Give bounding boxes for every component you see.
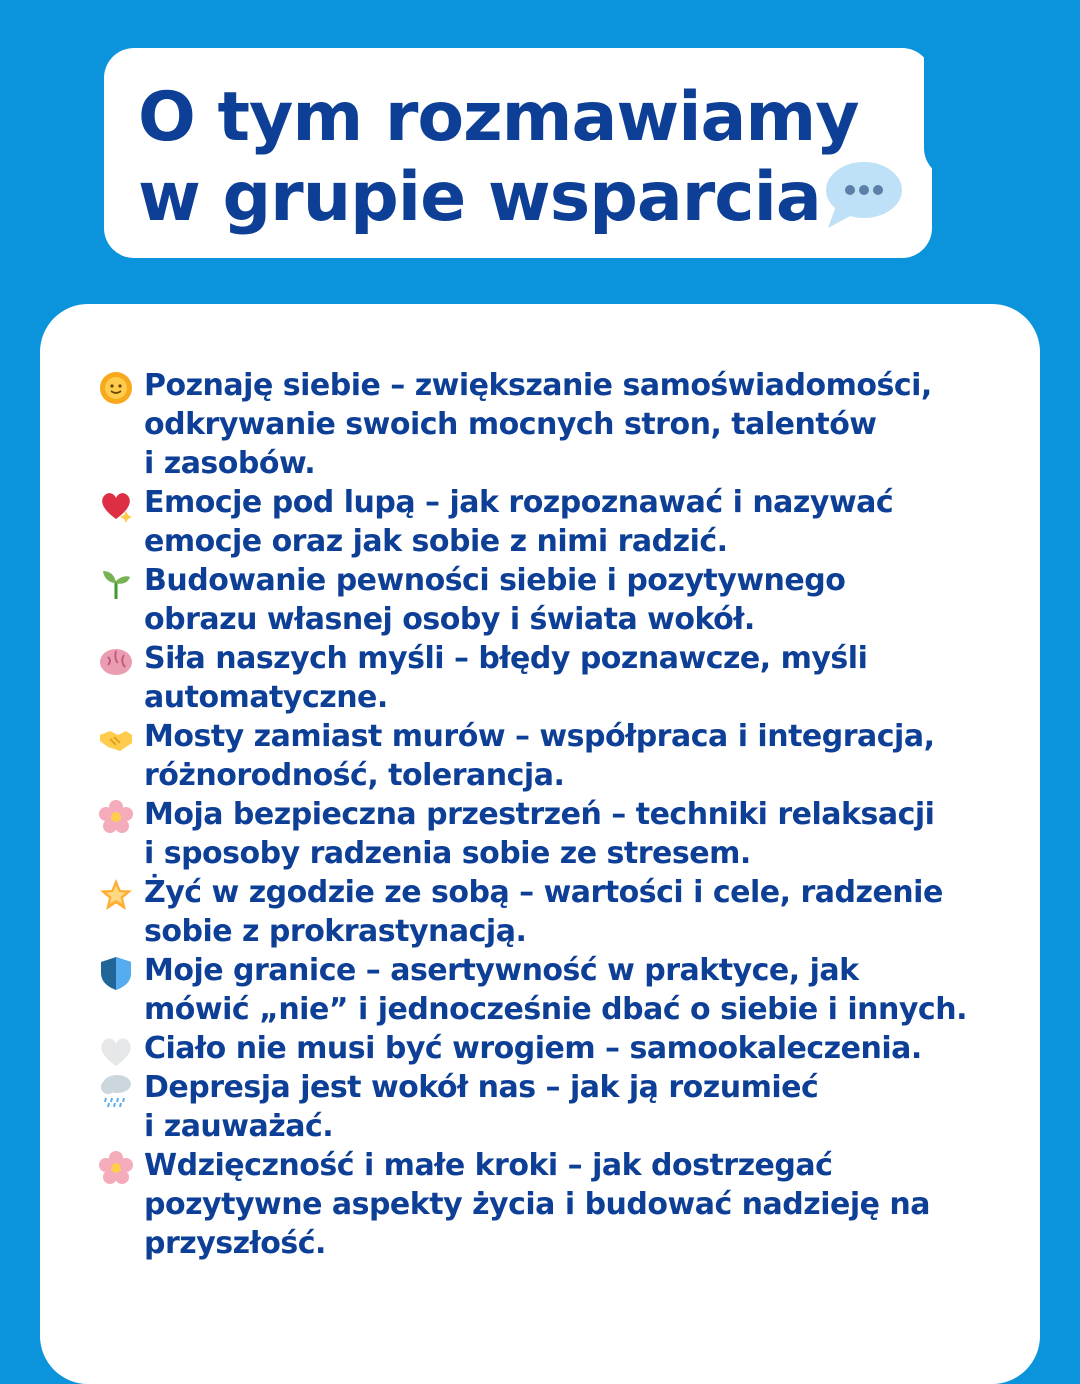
list-item bbox=[98, 717, 998, 795]
list-item bbox=[98, 366, 998, 483]
list-item bbox=[98, 951, 998, 1029]
topics-panel bbox=[40, 304, 1040, 1384]
cherry-blossom-icon bbox=[98, 799, 134, 835]
speech-bubble-icon bbox=[820, 160, 904, 232]
topic-text: Żyć w zgodzie ze sobą – wartości i cele, radzenie sobie z prokrastynacją. bbox=[144, 875, 943, 949]
list-item bbox=[98, 1029, 998, 1068]
title-card-notch bbox=[924, 48, 1036, 178]
cherry-blossom-icon bbox=[98, 1150, 134, 1186]
topic-text: Poznaję siebie – zwiększanie samoświadomości, odkrywanie swoich mocnych stron, talentów i zasobów. bbox=[144, 368, 932, 481]
page-title-line-1: O tym rozmawiamy bbox=[138, 78, 859, 157]
topics-list bbox=[98, 366, 998, 1263]
shield-icon bbox=[98, 955, 134, 991]
page-title-line-2: w grupie wsparcia bbox=[138, 158, 821, 237]
rain-cloud-icon bbox=[98, 1072, 134, 1108]
list-item bbox=[98, 483, 998, 561]
seedling-icon bbox=[98, 565, 134, 601]
white-heart-icon bbox=[98, 1033, 134, 1069]
sun-face-icon bbox=[98, 370, 134, 406]
topic-text: Ciało nie musi być wrogiem – samookaleczenia. bbox=[144, 1031, 922, 1066]
glowing-star-icon bbox=[98, 877, 134, 913]
list-item bbox=[98, 639, 998, 717]
brain-icon bbox=[98, 643, 134, 679]
topic-text: Moje granice – asertywność w praktyce, jak mówić „nie” i jednocześnie dbać o siebie i innych. bbox=[144, 953, 967, 1027]
topic-text: Mosty zamiast murów – współpraca i integracja, różnorodność, tolerancja. bbox=[144, 719, 935, 793]
sparkling-heart-icon bbox=[98, 487, 134, 523]
topic-text: Moja bezpieczna przestrzeń – techniki relaksacji i sposoby radzenia sobie ze stresem. bbox=[144, 797, 935, 871]
list-item bbox=[98, 1068, 998, 1146]
topic-text: Emocje pod lupą – jak rozpoznawać i nazywać emocje oraz jak sobie z nimi radzić. bbox=[144, 485, 894, 559]
handshake-icon bbox=[98, 721, 134, 757]
topic-text: Depresja jest wokół nas – jak ją rozumieć i zauważać. bbox=[144, 1070, 819, 1144]
title-card bbox=[104, 48, 932, 258]
topic-text: Budowanie pewności siebie i pozytywnego obrazu własnej osoby i świata wokół. bbox=[144, 563, 846, 637]
topic-text: Siła naszych myśli – błędy poznawcze, myśli automatyczne. bbox=[144, 641, 868, 715]
topic-text: Wdzięczność i małe kroki – jak dostrzegać pozytywne aspekty życia i budować nadzieję na przyszłość. bbox=[144, 1148, 931, 1261]
list-item bbox=[98, 1146, 998, 1263]
list-item bbox=[98, 873, 998, 951]
list-item bbox=[98, 561, 998, 639]
list-item bbox=[98, 795, 998, 873]
